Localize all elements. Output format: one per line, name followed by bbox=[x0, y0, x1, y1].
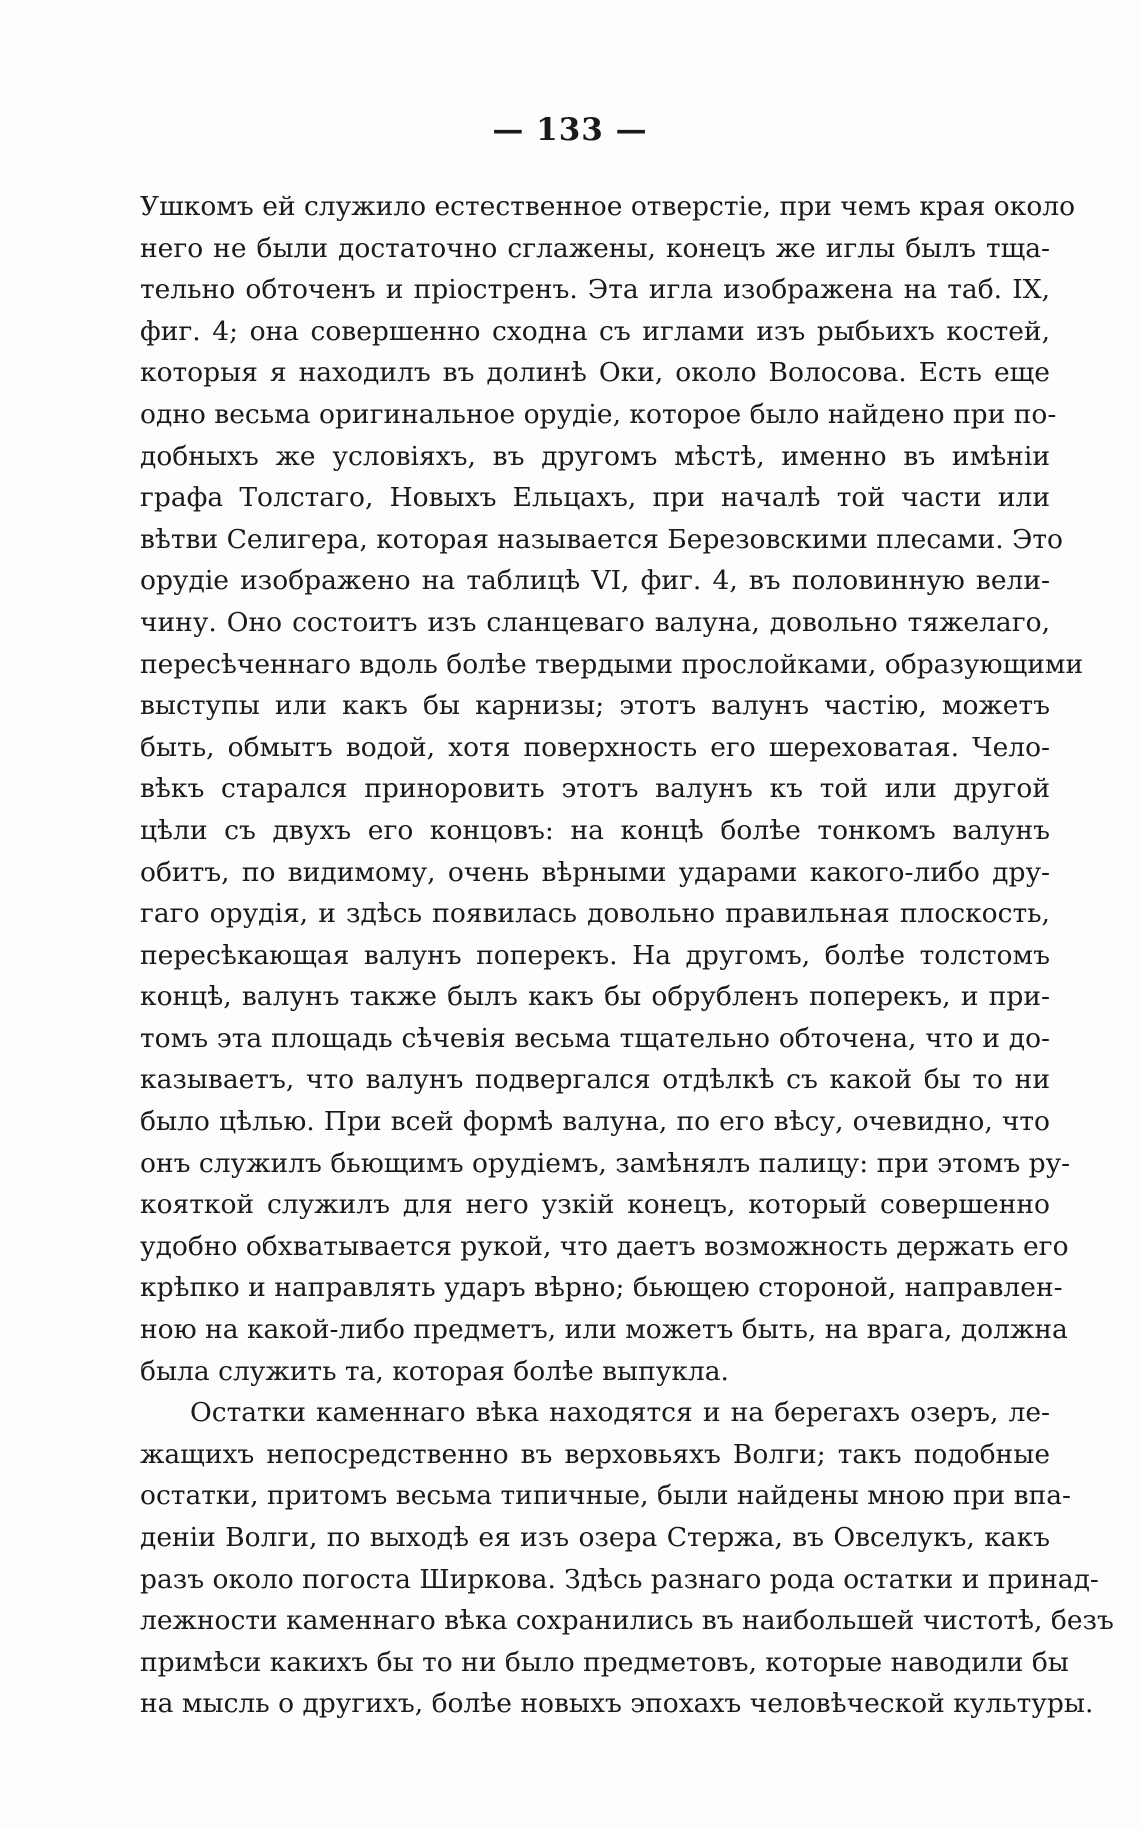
text-line: пересѣкающая валунъ поперекъ. На другомъ, болѣе толстомъ bbox=[140, 939, 1050, 971]
text-line: орудіе изображено на таблицѣ VI, фиг. 4, въ половинную вели- bbox=[140, 565, 1050, 597]
text-line: выступы или какъ бы карнизы; этотъ валунъ частію, можетъ bbox=[140, 690, 1050, 722]
text-line: обитъ, по видимому, очень вѣрными ударами какого-либо дру- bbox=[140, 856, 1050, 888]
text-line: жащихъ непосредственно въ верховьяхъ Волги; такъ подобные bbox=[140, 1438, 1050, 1470]
text-line: вѣтви Селигера, которая называется Березовскими плесами. Это bbox=[140, 523, 1064, 555]
text-line: остатки, притомъ весьма типичные, были найдены мною при впа- bbox=[140, 1480, 1071, 1512]
text-line: пересѣченнаго вдоль болѣе твердыми прослойками, образующими bbox=[140, 648, 1084, 680]
text-line: добныхъ же условіяхъ, въ другомъ мѣстѣ, именно въ имѣніи bbox=[140, 440, 1050, 472]
text-line: чину. Оно состоитъ изъ сланцеваго валуна, довольно тяжелаго, bbox=[140, 606, 1050, 638]
text-line: концѣ, валунъ также былъ какъ бы обрубленъ поперекъ, и при- bbox=[140, 981, 1050, 1013]
text-line: быть, обмытъ водой, хотя поверхность его шереховатая. Чело- bbox=[140, 731, 1050, 763]
text-line: разъ около погоста Ширкова. Здѣсь разнаго рода остатки и принад- bbox=[140, 1563, 1099, 1595]
text-line: вѣкъ старался приноровить этотъ валунъ къ той или другой bbox=[140, 773, 1050, 805]
text-line: лежности каменнаго вѣка сохранились въ наибольшей чистотѣ, безъ bbox=[140, 1605, 1114, 1637]
text-line: томъ эта площадь сѣчевія весьма тщательно обточена, что и до- bbox=[140, 1022, 1050, 1054]
text-line: кояткой служилъ для него узкій конецъ, который совершенно bbox=[140, 1189, 1050, 1221]
text-line: тельно обточенъ и пріостренъ. Эта игла изображена на таб. IX, bbox=[140, 274, 1050, 306]
text-line: была служить та, которая болѣе выпукла. bbox=[140, 1355, 729, 1387]
text-line: на мысль о другихъ, болѣе новыхъ эпохахъ человѣческой культуры. bbox=[140, 1688, 1094, 1720]
text-line: которыя я находилъ въ долинѣ Оки, около Волосова. Есть еще bbox=[140, 357, 1050, 389]
text-line: цѣли съ двухъ его концовъ: на концѣ болѣе тонкомъ валунъ bbox=[140, 814, 1050, 846]
text-line: графа Толстаго, Новыхъ Ельцахъ, при началѣ той части или bbox=[140, 482, 1050, 514]
text-line: деніи Волги, по выходѣ ея изъ озера Стержа, въ Овселукъ, какъ bbox=[140, 1522, 1050, 1553]
text-line: Остатки каменнаго вѣка находятся и на берегахъ озеръ, ле- bbox=[190, 1397, 1050, 1429]
text-line: онъ служилъ бьющимъ орудіемъ, замѣнялъ палицу: при этомъ ру- bbox=[140, 1147, 1071, 1179]
text-line: гаго орудія, и здѣсь появилась довольно правильная плоскость, bbox=[140, 898, 1050, 930]
text-line: примѣси какихъ бы то ни было предметовъ, которые наводили бы bbox=[140, 1646, 1069, 1678]
page-number: — 133 — bbox=[492, 112, 648, 148]
text-line: ною на какой-либо предметъ, или можетъ быть, на врага, должна bbox=[140, 1314, 1068, 1346]
text-line: Ушкомъ ей служило естественное отверстіе, при чемъ края около bbox=[140, 191, 1076, 222]
text-line: казываетъ, что валунъ подвергался отдѣлкѣ съ какой бы то ни bbox=[140, 1064, 1050, 1096]
text-line: крѣпко и направлять ударъ вѣрно; бьющею стороной, направлен- bbox=[140, 1272, 1063, 1304]
text-line: одно весьма оригинальное орудіе, которое было найдено при по- bbox=[140, 398, 1057, 430]
paragraph-1 bbox=[140, 186, 1084, 1392]
text-line: было цѣлью. При всей формѣ валуна, по его вѣсу, очевидно, что bbox=[140, 1106, 1050, 1138]
text-line: него не были достаточно сглажены, конецъ же иглы былъ тща- bbox=[140, 232, 1050, 264]
paragraph-2 bbox=[140, 1392, 1114, 1725]
text-line: фиг. 4; она совершенно сходна съ иглами изъ рыбьихъ костей, bbox=[140, 315, 1050, 347]
body-text bbox=[140, 186, 1114, 1725]
text-line: удобно обхватывается рукой, что даетъ возможность держать его bbox=[140, 1230, 1069, 1262]
